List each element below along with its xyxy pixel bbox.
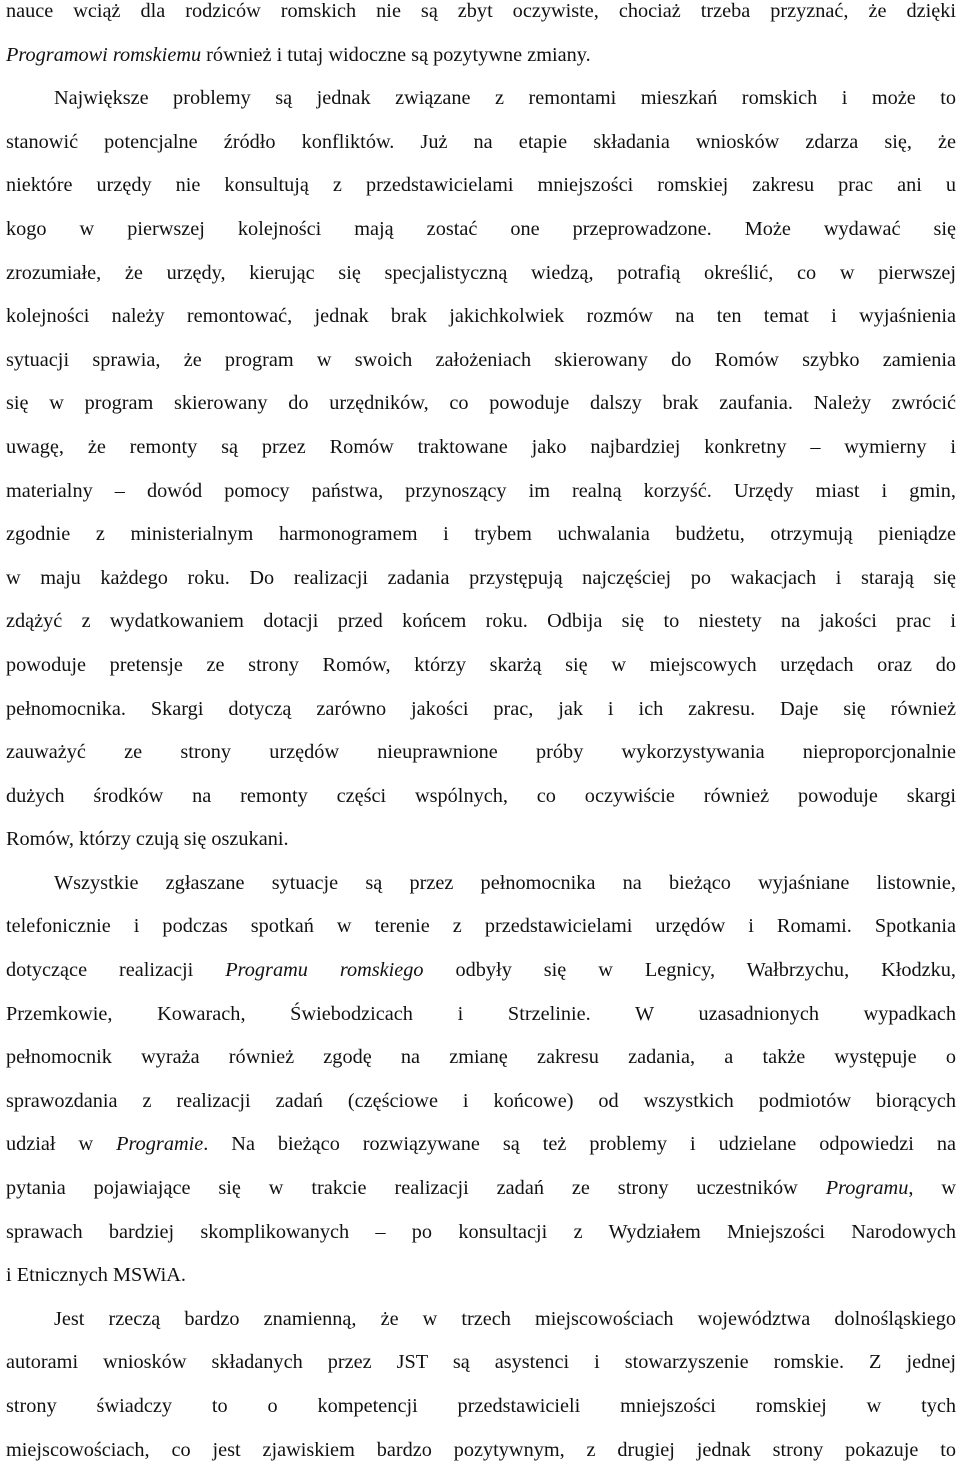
text-segment: zdążyć z wydatkowaniem dotacji przed końcem roku. Odbija się to niestety na jakości prac i — [6, 610, 956, 633]
text-line — [6, 862, 956, 906]
text-line — [6, 0, 956, 34]
text-segment: zauważyć ze strony urzędów nieuprawnione próby wykorzystywania nieproporcjonalnie — [6, 741, 956, 764]
text-line — [6, 426, 956, 470]
text-segment: kolejności należy remontować, jednak brak jakichkolwiek rozmów na ten temat i wyjaśnienia — [6, 305, 956, 328]
text-segment: sprawozdania z realizacji zadań (częściowe i końcowe) od wszystkich podmiotów biorących — [6, 1089, 956, 1112]
text-line — [6, 1429, 956, 1472]
text-segment: się w program skierowany do urzędników, co powoduje dalszy brak zaufania. Należy zwrócić — [6, 392, 956, 415]
document-page — [6, 0, 956, 1472]
text-segment: autorami wniosków składanych przez JST są asystenci i stowarzyszenie romskie. Z jednej — [6, 1351, 956, 1374]
text-line — [6, 644, 956, 688]
text-segment: zrozumiałe, że urzędy, kierując się specjalistyczną wiedzą, potrafią określić, co w pierwszej — [6, 261, 956, 284]
paragraph — [6, 0, 956, 77]
text-segment: pełnomocnika. Skargi dotyczą zarówno jakości prac, jak i ich zakresu. Daje się również — [6, 697, 956, 720]
text-segment: sprawach bardziej skomplikowanych – po konsultacji z Wydziałem Mniejszości Narodowych — [6, 1220, 956, 1243]
paragraph — [6, 862, 956, 1298]
text-line — [6, 1298, 956, 1342]
text-line — [6, 1036, 956, 1080]
text-segment: Romów, którzy czują się oszukani. — [6, 828, 289, 851]
text-line — [6, 295, 956, 339]
text-segment: sytuacji sprawia, że program w swoich założeniach skierowany do Romów szybko zamienia — [6, 348, 956, 371]
text-line — [6, 600, 956, 644]
text-line — [6, 731, 956, 775]
text-segment: powoduje pretensje ze strony Romów, którzy skarżą się w miejscowych urzędach oraz do — [6, 653, 956, 676]
text-line — [6, 688, 956, 732]
text-line — [6, 557, 956, 601]
text-segment: Wszystkie zgłaszane sytuacje są przez pełnomocnika na bieżąco wyjaśniane listownie, — [54, 871, 956, 894]
italic-text: Programu — [825, 1177, 909, 1200]
text-line — [6, 1123, 956, 1167]
text-segment: dużych środków na remonty części wspólnych, co oczywiście również powoduje skargi — [6, 784, 956, 807]
text-line — [6, 818, 956, 862]
text-segment: w maju każdego roku. Do realizacji zadania przystępują najczęściej po wakacjach i starają się — [6, 566, 956, 589]
text-line — [6, 513, 956, 557]
text-line — [6, 949, 956, 993]
text-line — [6, 34, 956, 78]
text-segment: udział w — [6, 1133, 117, 1156]
text-segment: również i tutaj widoczne są pozytywne zmiany. — [201, 43, 591, 66]
text-segment: Największe problemy są jednak związane z remontami mieszkań romskich i może to — [54, 87, 956, 110]
text-line — [6, 382, 956, 426]
text-line — [6, 1080, 956, 1124]
paragraph — [6, 1298, 956, 1472]
text-segment: , w — [908, 1177, 956, 1200]
text-line — [6, 164, 956, 208]
text-segment: Przemkowie, Kowarach, Świebodzicach i Strzelinie. W uzasadnionych wypadkach — [6, 1002, 956, 1025]
text-segment: Jest rzeczą bardzo znamienną, że w trzech miejscowościach województwa dolnośląskiego — [54, 1307, 956, 1330]
text-segment: uwagę, że remonty są przez Romów traktowane jako najbardziej konkretny – wymierny i — [6, 435, 956, 458]
text-line — [6, 339, 956, 383]
text-segment: miejscowościach, co jest zjawiskiem bardzo pozytywnym, z drugiej jednak strony pokazuje to — [6, 1438, 956, 1461]
text-line — [6, 208, 956, 252]
text-line — [6, 252, 956, 296]
italic-text: Programu romskiego — [225, 959, 424, 982]
text-segment: niektóre urzędy nie konsultują z przedstawicielami mniejszości romskiej zakresu prac ani u — [6, 174, 956, 197]
text-line — [6, 775, 956, 819]
text-segment: materialny – dowód pomocy państwa, przynoszący im realną korzyść. Urzędy miast i gmin, — [6, 479, 956, 502]
text-segment: kogo w pierwszej kolejności mają zostać one przeprowadzone. Może wydawać się — [6, 217, 956, 240]
text-line — [6, 1167, 956, 1211]
text-segment: odbyły się w Legnicy, Wałbrzychu, Kłodzku, — [423, 959, 956, 982]
text-line — [6, 1341, 956, 1385]
text-segment: telefonicznie i podczas spotkań w terenie z przedstawicielami urzędów i Romami. Spotkania — [6, 915, 956, 938]
text-segment: zgodnie z ministerialnym harmonogramem i trybem uchwalania budżetu, otrzymują pieniądze — [6, 523, 956, 546]
text-line — [6, 470, 956, 514]
paragraph — [6, 77, 956, 862]
text-line — [6, 1254, 956, 1298]
text-segment: . Na bieżąco rozwiązywane są też problemy i udzielane odpowiedzi na — [203, 1133, 956, 1156]
text-line — [6, 1385, 956, 1429]
text-line — [6, 993, 956, 1037]
text-segment: pełnomocnik wyraża również zgodę na zmianę zakresu zadania, a także występuje o — [6, 1046, 956, 1069]
text-segment: pytania pojawiające się w trakcie realizacji zadań ze strony uczestników — [6, 1177, 826, 1200]
italic-text: Programie — [116, 1133, 204, 1156]
text-segment: stanowić potencjalne źródło konfliktów. Już na etapie składania wniosków zdarza się, że — [6, 130, 956, 153]
text-segment: strony świadczy to o kompetencji przedstawicieli mniejszości romskiej w tych — [6, 1395, 956, 1417]
text-segment: nauce wciąż dla rodziców romskich nie są zbyt oczywiste, chociaż trzeba przyznać, że dzięki — [6, 0, 956, 22]
text-segment: i Etnicznych MSWiA. — [6, 1264, 186, 1287]
text-line — [6, 1211, 956, 1255]
text-line — [6, 121, 956, 165]
text-line — [6, 77, 956, 121]
italic-text: Programowi romskiemu — [6, 43, 202, 66]
text-line — [6, 905, 956, 949]
text-segment: dotyczące realizacji — [6, 959, 226, 982]
